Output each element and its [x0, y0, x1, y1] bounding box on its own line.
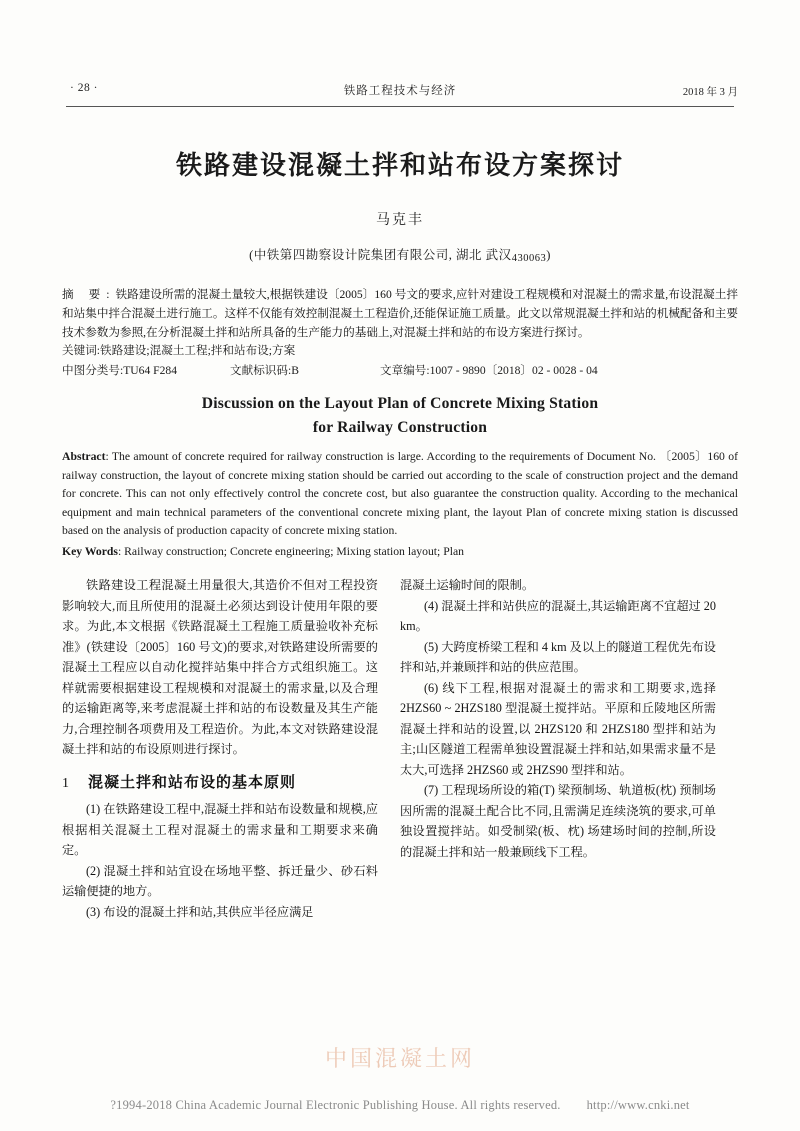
body-columns: [62, 575, 738, 922]
keywords-en: [62, 543, 738, 561]
section-number: 1: [62, 775, 69, 791]
affiliation-paren: ): [546, 248, 551, 262]
journal-name: 铁路工程技术与经济: [343, 85, 457, 97]
abstract-en-label: Abstract: [62, 450, 106, 464]
abstract-cn-label: 摘 要:: [62, 288, 116, 301]
continued-text: 混凝土运输时间的限制。: [400, 578, 535, 593]
page-title: 铁路建设混凝土拌和站布设方案探讨: [175, 150, 624, 180]
abstract-cn-text: 铁路建设所需的混凝土量较大,根据铁建设〔2005〕160 号文的要求,应针对建设工程规模和对混凝土的需求量,布设混凝土拌和站集中拌合混凝土进行施工。这样不仅能有效控制混凝土工程造价,还能保证施工质量。此文以常规混凝土拌和站的机械配备和主要技术参数为参照,在分析混凝土拌和站所具备的生产能力的基础上,对混凝土拌和站的布设方案进行探讨。: [62, 288, 738, 339]
article-id-value: 1007 - 9890〔2018〕02 - 0028 - 04: [429, 364, 598, 378]
metadata-row: [62, 362, 738, 378]
left-column: [62, 575, 378, 922]
affiliation-postcode: 430063: [511, 253, 547, 264]
section-heading-1: [62, 770, 378, 796]
doc-code-value: B: [291, 364, 299, 378]
running-head: [62, 82, 738, 102]
issue-date: 2018 年 3 月: [682, 87, 738, 98]
abstract-en-text: : The amount of concrete required for railway construction is large. According to the requirements of Document No. 〔2005〕160 of railway construction, the layout of concrete mixing station should be carried out according to the scale of construction project and the demand for concrete. This can not only effectively control the concrete cost, but also guarantee the construction quality. According to the mechanical equipment and main technical parameters of the conventional concrete mixing plant, the layout Plan of concrete mixing station is discussed based on the analysis of production capacity of concrete mixing station.: [62, 450, 738, 538]
article-id-field: [380, 362, 738, 378]
page-number: · 28 ·: [70, 82, 98, 94]
keywords-en-label: Key Words: [62, 544, 118, 558]
list-item: (7) 工程现场所设的箱(T) 梁预制场、轨道板(枕) 预制场因所需的混凝土配合比不同,且需满足连续浇筑的要求,可单独设置搅拌站。如受制梁(板、枕) 场建场时间的控制,所设的混凝土拌和站一般兼顾线下工程。: [400, 783, 716, 859]
author-name: 马克丰: [376, 213, 424, 228]
title-en: [62, 392, 738, 440]
watermark: 中国混凝土网: [324, 1046, 475, 1071]
abstract-cn: [62, 286, 738, 342]
copyright-text: ?1994-2018 China Academic Journal Electronic Publishing House. All rights reserved.: [110, 1098, 561, 1112]
list-item: (6) 线下工程,根据对混凝土的需求和工期要求,选择 2HZS60 ~ 2HZS180 型混凝土搅拌站。平原和丘陵地区所需混凝土拌和站的设置,以 2HZS120 和 2HZS180 型拌和站为主;山区隧道工程需单独设置混凝土拌和站,如果需求量不是太大,可选择 2HZS60 或 2HZS90 型拌和站。: [400, 680, 716, 777]
right-column: [400, 575, 716, 922]
keywords-cn-label: 关键词:: [62, 344, 101, 358]
list-item: (5) 大跨度桥梁工程和 4 km 及以上的隧道工程优先布设拌和站,并兼顾拌和站的供应范围。: [400, 639, 716, 675]
title-en-line2: for Railway Construction: [312, 419, 488, 437]
clc-field: [62, 362, 230, 378]
article-id-label: 文章编号:: [380, 364, 430, 378]
list-item: (2) 混凝土拌和站宜设在场地平整、拆迁量少、砂石料运输便捷的地方。: [62, 863, 378, 899]
clc-label: 中图分类号:: [62, 364, 124, 378]
clc-value: TU64 F284: [123, 364, 177, 378]
header-divider: [66, 106, 734, 107]
title-en-line1: Discussion on the Layout Plan of Concrete Mixing Station: [201, 395, 599, 413]
list-item: (3) 布设的混凝土拌和站,其供应半径应满足: [86, 904, 314, 919]
list-item: (4) 混凝土拌和站供应的混凝土,其运输距离不宜超过 20 km。: [400, 598, 716, 634]
cnki-url: http://www.cnki.net: [586, 1098, 690, 1112]
section-title: 混凝土拌和站布设的基本原则: [88, 773, 297, 791]
list-item: (1) 在铁路建设工程中,混凝土拌和站布设数量和规模,应根据相关混凝土工程对混凝土的需求量和工期要求来确定。: [62, 802, 378, 858]
affiliation-text: (中铁第四勘察设计院集团有限公司, 湖北 武汉: [249, 248, 512, 262]
keywords-cn: [62, 342, 738, 361]
intro-paragraph: 铁路建设工程混凝土用量很大,其造价不但对工程投资影响较大,而且所使用的混凝土必须达到设计使用年限的要求。为此,本文根据《铁路混凝土工程施工质量验收补充标准》(铁建设〔2005〕160 号文)的要求,对铁路建设所需要的混凝土工程应以自动化搅拌站集中拌合方式组织施工。这样就需要根据建设工程规模和对混凝土的需求量,以及合理的运输距离等,来考虑混凝土拌和站的布设数量及其生产能力,合理控制各项费用及工程造价。为此,本文对铁路建设混凝土拌和站的布设原则进行探讨。: [62, 578, 378, 757]
doc-code-field: [230, 362, 380, 378]
doc-code-label: 文献标识码:: [230, 364, 292, 378]
keywords-cn-text: 铁路建设;混凝土工程;拌和站布设;方案: [100, 344, 296, 358]
affiliation: [62, 245, 738, 264]
keywords-en-text: : Railway construction; Concrete engineering; Mixing station layout; Plan: [117, 544, 464, 558]
footer: [0, 1098, 800, 1113]
abstract-en: [62, 448, 738, 540]
